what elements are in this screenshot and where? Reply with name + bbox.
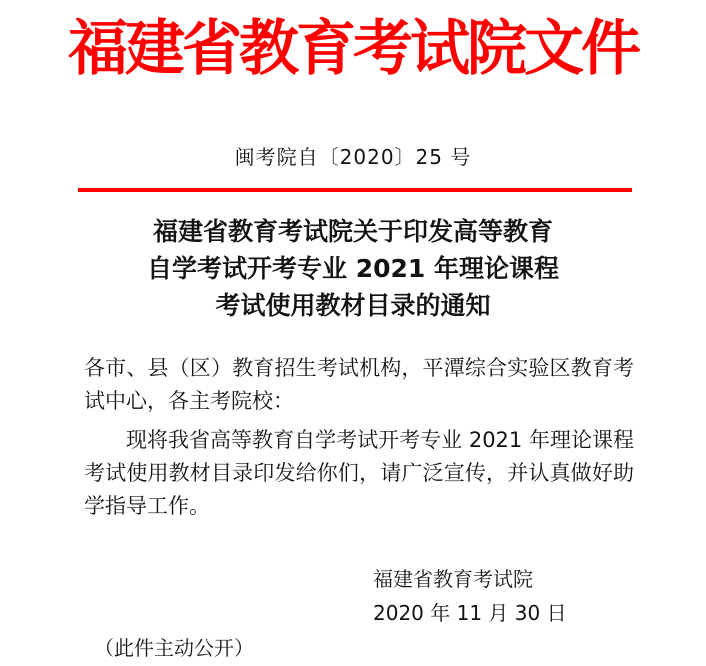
body-paragraph: 现将我省高等教育自学考试开考专业 2021 年理论课程考试使用教材目录印发给你们，请广泛宣传，并认真做好助学指导工作。 <box>84 428 634 518</box>
document-title-line-3: 考试使用教材目录的通知 <box>215 291 491 320</box>
document-title-line-2: 自学考试开考专业 2021 年理论课程 <box>147 254 559 283</box>
document-title <box>0 213 706 324</box>
red-divider-rule <box>78 188 632 192</box>
salutation-paragraph: 各市、县（区）教育招生考试机构，平潭综合实验区教育考试中心，各主考院校： <box>84 356 634 413</box>
document-body <box>84 352 634 523</box>
disclosure-note: （此件主动公开） <box>94 636 254 660</box>
issue-date: 2020 年 11 月 30 日 <box>373 601 567 625</box>
document-title-line-1: 福建省教育考试院关于印发高等教育 <box>152 217 553 246</box>
issuer-signature: 福建省教育考试院 <box>373 567 533 591</box>
letterhead-title: 福建省教育考试院文件 <box>68 14 638 84</box>
document-number: 闽考院自〔2020〕25 号 <box>234 145 472 169</box>
